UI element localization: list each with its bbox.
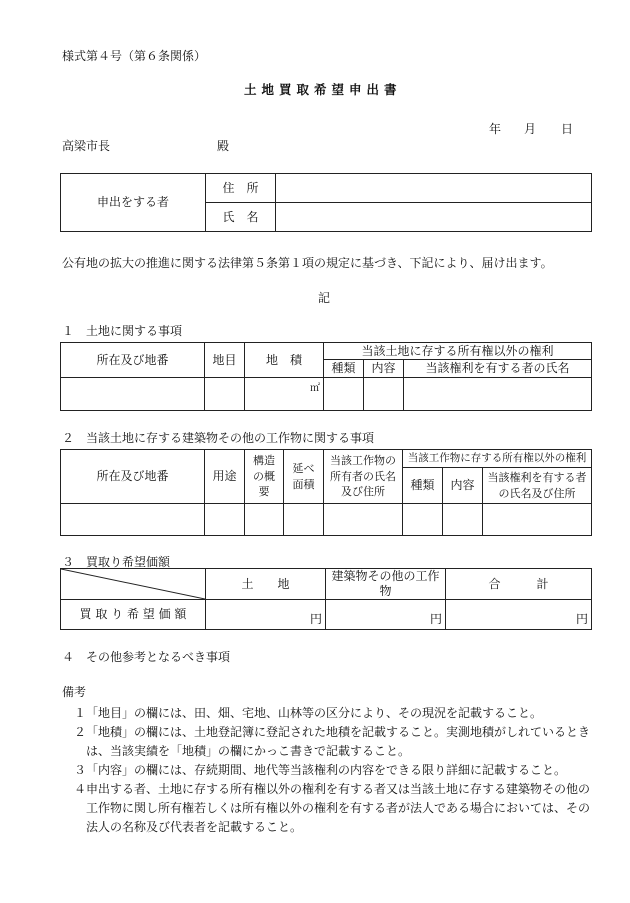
applicant-label: 申出をする者 — [61, 174, 206, 232]
bldg-col-owner — [324, 450, 403, 504]
area-unit: ㎡ — [310, 383, 320, 394]
bldg-col-type: 種類 — [403, 468, 443, 504]
remark-line: 法人の名称及び代表者を記載すること。 — [74, 820, 303, 834]
land-col-category: 地目 — [205, 343, 245, 378]
document-title: 土地買取希望申出書 — [244, 82, 402, 97]
remark-line: は、当該実績を「地積」の欄にかっこ書きで記載すること。 — [74, 744, 411, 758]
bldg-col-floor-area — [284, 450, 324, 504]
date-month-label: 月 — [524, 122, 537, 136]
land-type-cell[interactable] — [324, 378, 364, 411]
bldg-owner-cell[interactable] — [324, 504, 403, 536]
bldg-col-holder — [483, 468, 592, 504]
price-total-cell[interactable] — [446, 600, 592, 630]
bldg-holder-cell[interactable] — [483, 504, 592, 536]
name-field[interactable] — [276, 203, 592, 232]
land-col-content: 内容 — [364, 360, 404, 378]
bldg-col-structure — [245, 450, 284, 504]
price-table — [60, 568, 592, 630]
addressee: 高梁市長 — [62, 139, 111, 153]
yen-unit: 円 — [309, 612, 322, 626]
land-area-cell[interactable] — [245, 378, 324, 411]
remark-line: ２「地積」の欄には、土地登記簿に登記された地積を記載すること。実測地積がしれているとき — [74, 725, 591, 739]
bldg-location-cell[interactable] — [61, 504, 205, 536]
honorific: 殿 — [217, 139, 230, 153]
land-col-holder: 当該権利を有する者の氏名 — [404, 360, 592, 378]
bldg-col-structure-line3: 要 — [258, 485, 270, 499]
remark-line: ３「内容」の欄には、存続期間、地代等当該権利の内容をできる限り詳細に記載すること。 — [74, 763, 567, 777]
ki-heading: 記 — [318, 291, 331, 305]
bldg-col-holder-line1: 当該権利を有する者 — [487, 470, 587, 484]
price-col-land: 土 地 — [206, 569, 326, 600]
land-category-cell[interactable] — [205, 378, 245, 411]
bldg-col-owner-line1: 当該工作物の — [330, 453, 396, 467]
section1-heading: １ 土地に関する事項 — [62, 324, 183, 338]
bldg-content-cell[interactable] — [443, 504, 483, 536]
land-col-area: 地 積 — [245, 343, 324, 378]
price-row-label: 買 取 り 希 望 価 額 — [61, 600, 206, 630]
yen-unit: 円 — [575, 612, 588, 626]
land-content-cell[interactable] — [364, 378, 404, 411]
land-location-cell[interactable] — [61, 378, 205, 411]
date-day-label: 日 — [561, 122, 574, 136]
bldg-col-rights: 当該工作物に存する所有権以外の権利 — [403, 450, 592, 468]
bldg-col-floor-line1: 延べ — [292, 461, 315, 475]
bldg-structure-cell[interactable] — [245, 504, 284, 536]
bldg-col-owner-line2: 所有者の氏名 — [330, 469, 396, 483]
diagonal-line — [61, 569, 205, 599]
bldg-col-content: 内容 — [443, 468, 483, 504]
bldg-col-location: 所在及び地番 — [61, 450, 205, 504]
price-header-diagonal-cell — [61, 569, 206, 600]
land-col-location: 所在及び地番 — [61, 343, 205, 378]
bldg-col-structure-line2: の概 — [253, 469, 275, 483]
land-holder-cell[interactable] — [404, 378, 592, 411]
land-col-rights: 当該土地に存する所有権以外の権利 — [324, 343, 592, 360]
statement: 公有地の拡大の推進に関する法律第５条第１項の規定に基づき、下記により、届け出ます。 — [62, 256, 553, 270]
remark-line: ４申出する者、土地に存する所有権以外の権利を有する者又は当該土地に存する建築物その他の — [74, 782, 591, 796]
bldg-type-cell[interactable] — [403, 504, 443, 536]
bldg-col-floor-line2: 面積 — [292, 477, 315, 491]
section2-heading: ２ 当該土地に存する建築物その他の工作物に関する事項 — [62, 431, 375, 445]
section4-heading: ４ その他参考となるべき事項 — [62, 650, 231, 664]
price-buildings-cell[interactable] — [326, 600, 446, 630]
bldg-col-holder-line2: の氏名及び住所 — [498, 486, 576, 500]
bldg-col-structure-line1: 構造 — [253, 453, 275, 467]
form-number: 様式第４号（第６条関係） — [62, 49, 207, 63]
bldg-use-cell[interactable] — [205, 504, 245, 536]
bldg-col-use: 用途 — [205, 450, 245, 504]
price-col-total: 合 計 — [446, 569, 592, 600]
address-label: 住 所 — [206, 174, 276, 203]
bldg-col-owner-line3: 及び住所 — [341, 485, 385, 499]
name-label: 氏 名 — [206, 203, 276, 232]
remark-line: １「地目」の欄には、田、畑、宅地、山林等の区分により、その現況を記載すること。 — [74, 706, 543, 720]
applicant-table — [60, 173, 592, 232]
address-field[interactable] — [276, 174, 592, 203]
bldg-floor-cell[interactable] — [284, 504, 324, 536]
price-land-cell[interactable] — [206, 600, 326, 630]
land-table — [60, 342, 592, 411]
price-col-buildings: 建築物その他の工作物 — [326, 569, 446, 600]
land-col-type: 種類 — [324, 360, 364, 378]
building-table — [60, 449, 592, 536]
section3-heading: ３ 買取り希望価額 — [62, 555, 171, 569]
remarks-heading: 備考 — [62, 685, 87, 699]
remark-line: 工作物に関し所有権若しくは所有権以外の権利を有する者が法人である場合においては、その — [74, 801, 591, 815]
yen-unit: 円 — [429, 612, 442, 626]
date-year-label: 年 — [489, 122, 502, 136]
